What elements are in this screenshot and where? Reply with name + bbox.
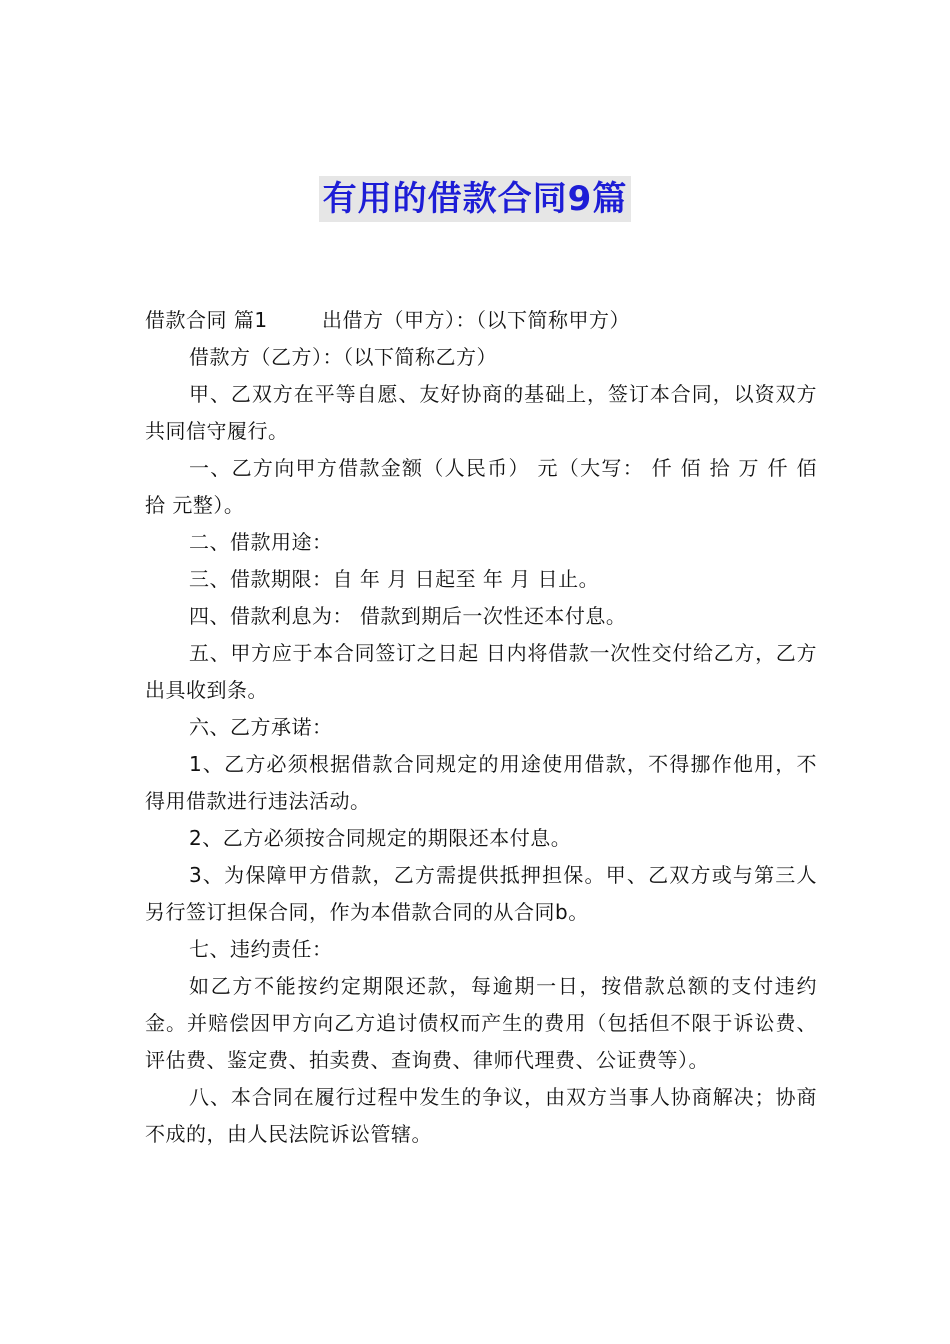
clause-dispute: 八、本合同在履行过程中发生的争议，由双方当事人协商解决；协商不成的，由人民法院诉讼管辖。 (145, 1085, 817, 1146)
clause-term: 三、借款期限：自 年 月 日起至 年 月 日止。 (189, 567, 600, 591)
document-title: 有用的借款合同9篇 (319, 176, 632, 222)
clause-liability: 七、违约责任： (189, 937, 333, 961)
contract-header-line (145, 302, 817, 339)
promise-3: 3、为保障甲方借款，乙方需提供抵押担保。甲、乙双方或与第三人另行签订担保合同，作为本借款合同的从合同b。 (145, 863, 817, 924)
document-body (145, 302, 817, 1153)
clause-delivery: 五、甲方应于本合同签订之日起 日内将借款一次性交付给乙方，乙方出具收到条。 (145, 641, 817, 702)
promise-2: 2、乙方必须按合同规定的期限还本付息。 (189, 826, 572, 850)
liability-detail: 如乙方不能按约定期限还款，每逾期一日，按借款总额的支付违约金。并赔偿因甲方向乙方追讨债权而产生的费用（包括但不限于诉讼费、评估费、鉴定费、拍卖费、查询费、律师代理费、公证费等）。 (145, 974, 817, 1072)
promise-1: 1、乙方必须根据借款合同规定的用途使用借款，不得挪作他用，不得用借款进行违法活动。 (145, 752, 817, 813)
borrower-line: 借款方（乙方）：（以下简称乙方） (189, 345, 497, 369)
preamble-paragraph: 甲、乙双方在平等自愿、友好协商的基础上，签订本合同，以资双方共同信守履行。 (145, 382, 817, 443)
clause-amount: 一、乙方向甲方借款金额（人民币） 元（大写： 仟 佰 拾 万 仟 佰 拾 元整）。 (145, 456, 817, 517)
contract-number: 借款合同 篇1 (145, 308, 268, 332)
clause-promises: 六、乙方承诺： (189, 715, 333, 739)
lender-line: 出借方（甲方）：（以下简称甲方） (322, 308, 630, 332)
title-wrap (0, 176, 950, 222)
clause-interest: 四、借款利息为： 借款到期后一次性还本付息。 (189, 604, 627, 628)
clause-purpose: 二、借款用途： (189, 530, 333, 554)
